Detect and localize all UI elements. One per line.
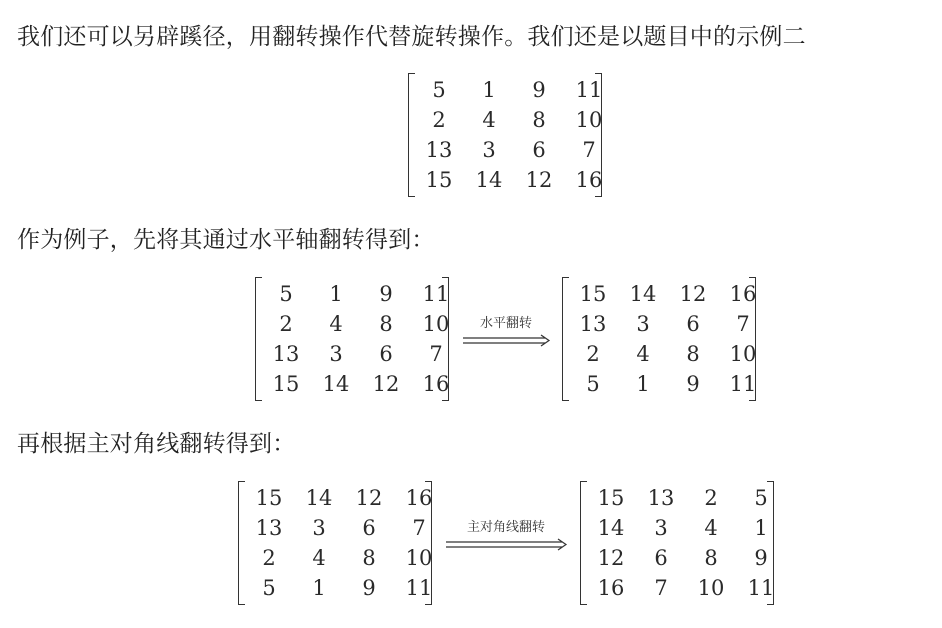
matrix-cell: 16	[405, 486, 433, 510]
matrix-cell: 5	[279, 282, 293, 306]
matrix-cell: 12	[355, 486, 383, 510]
matrix-cell: 9	[754, 546, 768, 570]
matrix-cell: 5	[432, 78, 446, 102]
matrix-cell: 16	[575, 168, 603, 192]
matrix-cell: 1	[329, 282, 343, 306]
horizontal-flip-arrow	[460, 316, 552, 356]
matrix-cell: 13	[425, 138, 453, 162]
paragraph-horizontal-flip: 作为例子，先将其通过水平轴翻转得到：	[17, 227, 435, 253]
diagonal-flip-arrow	[443, 520, 569, 560]
matrix-cell: 8	[379, 312, 393, 336]
matrix-cell: 7	[582, 138, 596, 162]
matrix-cell: 2	[704, 486, 718, 510]
matrix-before-diagonal-flip	[238, 483, 432, 603]
horizontal-flip-label: 水平翻转	[479, 316, 532, 331]
matrix-cell: 4	[329, 312, 343, 336]
matrix-after-horizontal-flip	[562, 279, 756, 399]
matrix-cell: 12	[372, 372, 400, 396]
matrix-cell: 3	[329, 342, 343, 366]
matrix-cell: 9	[532, 78, 546, 102]
matrix-cell: 11	[747, 576, 775, 600]
matrix-cell: 3	[636, 312, 650, 336]
double-arrow-icon	[461, 334, 551, 348]
matrix-cell: 7	[429, 342, 443, 366]
matrix-cell: 10	[422, 312, 450, 336]
matrix-cell: 10	[697, 576, 725, 600]
matrix-cell: 13	[255, 516, 283, 540]
matrix-cell: 14	[305, 486, 333, 510]
matrix-cell: 10	[575, 108, 603, 132]
matrix-cell: 11	[405, 576, 433, 600]
matrix-cell: 15	[425, 168, 453, 192]
matrix-cell: 1	[754, 516, 768, 540]
matrix-original	[408, 75, 602, 195]
matrix-cell: 11	[422, 282, 450, 306]
matrix-cell: 15	[255, 486, 283, 510]
diagonal-flip-label: 主对角线翻转	[466, 520, 545, 535]
matrix-cell: 3	[312, 516, 326, 540]
matrix-cell: 12	[525, 168, 553, 192]
matrix-cell: 2	[586, 342, 600, 366]
matrix-cell: 7	[412, 516, 426, 540]
matrix-cell: 8	[362, 546, 376, 570]
matrix-after-diagonal-flip	[580, 483, 774, 603]
matrix-cell: 16	[597, 576, 625, 600]
matrix-cell: 9	[362, 576, 376, 600]
matrix-cell: 6	[379, 342, 393, 366]
matrix-cell: 15	[272, 372, 300, 396]
matrix-cell: 11	[575, 78, 603, 102]
matrix-cell: 7	[736, 312, 750, 336]
matrix-cell: 6	[532, 138, 546, 162]
matrix-cell: 3	[654, 516, 668, 540]
matrix-cell: 14	[597, 516, 625, 540]
matrix-cell: 2	[279, 312, 293, 336]
matrix-cell: 1	[482, 78, 496, 102]
matrix-cell: 15	[597, 486, 625, 510]
matrix-cell: 10	[405, 546, 433, 570]
matrix-cell: 4	[482, 108, 496, 132]
paragraph-diagonal-flip: 再根据主对角线翻转得到：	[17, 431, 296, 457]
paragraph-intro: 我们还可以另辟蹊径，用翻转操作代替旋转操作。我们还是以题目中的示例二	[17, 24, 806, 50]
matrix-cell: 1	[312, 576, 326, 600]
matrix-cell: 14	[475, 168, 503, 192]
matrix-cell: 9	[379, 282, 393, 306]
matrix-cell: 15	[579, 282, 607, 306]
matrix-cell: 13	[647, 486, 675, 510]
double-arrow-icon	[444, 538, 568, 552]
matrix-cell: 5	[586, 372, 600, 396]
matrix-cell: 14	[629, 282, 657, 306]
matrix-cell: 8	[686, 342, 700, 366]
matrix-cell: 14	[322, 372, 350, 396]
matrix-cell: 8	[704, 546, 718, 570]
matrix-cell: 6	[686, 312, 700, 336]
matrix-before-horizontal-flip	[255, 279, 449, 399]
matrix-cell: 11	[729, 372, 757, 396]
matrix-cell: 6	[654, 546, 668, 570]
matrix-cell: 12	[597, 546, 625, 570]
matrix-cell: 9	[686, 372, 700, 396]
matrix-cell: 5	[262, 576, 276, 600]
matrix-cell: 13	[272, 342, 300, 366]
matrix-cell: 16	[729, 282, 757, 306]
matrix-cell: 4	[636, 342, 650, 366]
matrix-cell: 10	[729, 342, 757, 366]
matrix-cell: 1	[636, 372, 650, 396]
matrix-cell: 6	[362, 516, 376, 540]
matrix-cell: 4	[704, 516, 718, 540]
matrix-cell: 3	[482, 138, 496, 162]
matrix-cell: 16	[422, 372, 450, 396]
matrix-cell: 2	[432, 108, 446, 132]
matrix-cell: 8	[532, 108, 546, 132]
matrix-cell: 12	[679, 282, 707, 306]
matrix-cell: 7	[654, 576, 668, 600]
matrix-cell: 13	[579, 312, 607, 336]
matrix-cell: 5	[754, 486, 768, 510]
matrix-cell: 4	[312, 546, 326, 570]
matrix-cell: 2	[262, 546, 276, 570]
